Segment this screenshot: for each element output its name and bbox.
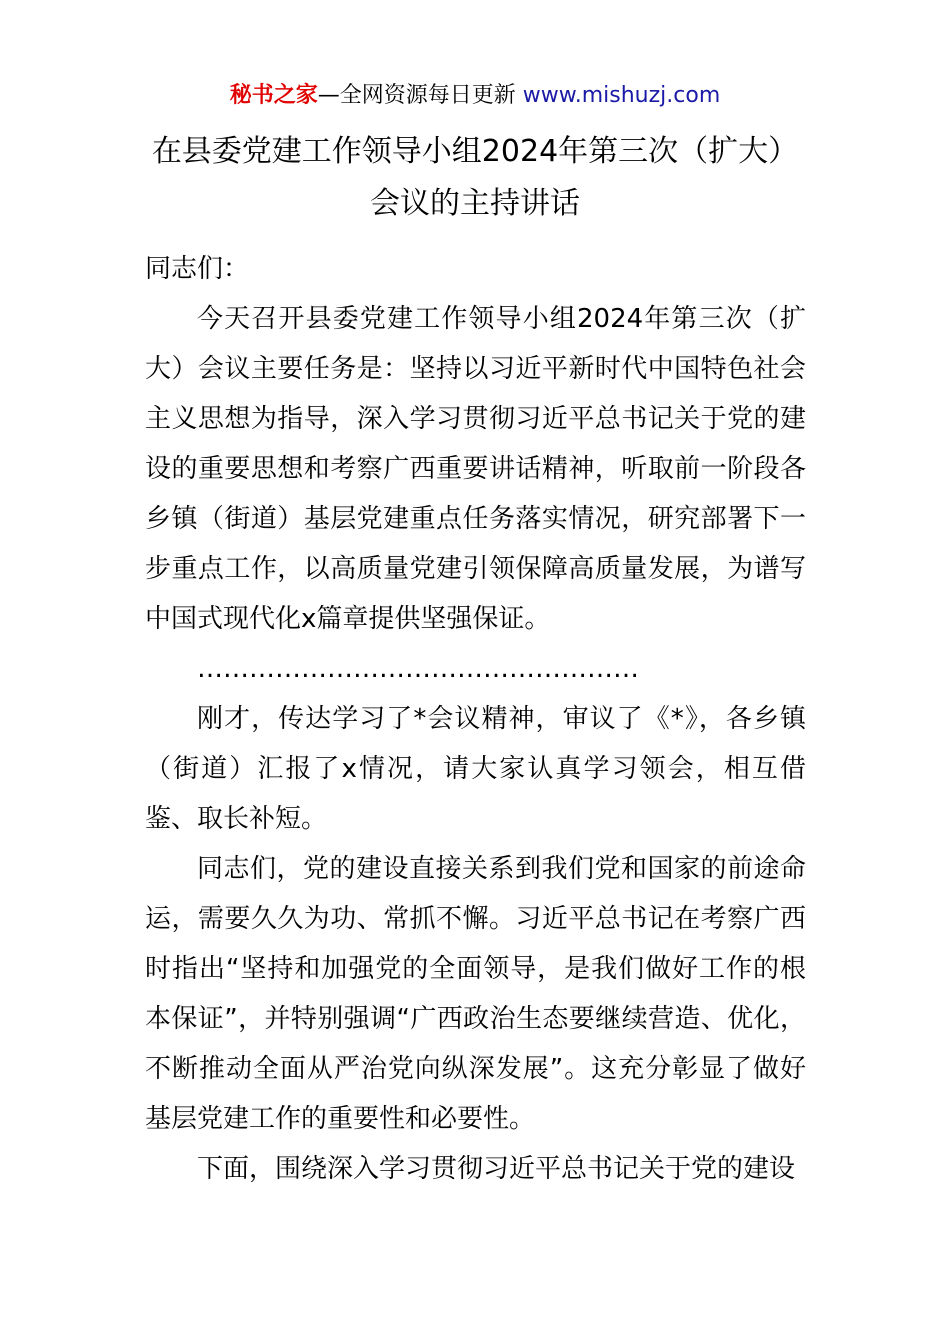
brand-name: 秘书之家 bbox=[229, 83, 318, 108]
paragraph-intro: 今天召开县委党建工作领导小组2024年第三次（扩大）会议主要任务是：坚持以习近平新时代中国特色社会主义思想为指导，深入学习贯彻习近平总书记关于党的建设的重要思想和考察广西重要讲话精神，听取前一阶段各乡镇（街道）基层党建重点任务落实情况，研究部署下一步重点工作，以高质量党建引领保障高质量发展，为谱写中国式现代化x篇章提供坚强保证。 bbox=[145, 304, 806, 634]
document-title: 在县委党建工作领导小组2024年第三次（扩大）会议的主持讲话 bbox=[151, 134, 799, 221]
paragraph-importance: 同志们，党的建设直接关系到我们党和国家的前途命运，需要久久为功、常抓不懈。习近平总书记在考察广西时指出“坚持和加强党的全面领导，是我们做好工作的根本保证”，并特别强调“广西政治生态要继续营造、优化，不断推动全面从严治党向纵深发展”。这充分彰显了做好基层党建工作的重要性和必要性。 bbox=[145, 854, 806, 1134]
site-header bbox=[0, 80, 950, 112]
header-tagline: —全网资源每日更新 bbox=[317, 83, 516, 108]
paragraph-review: 刚才，传达学习了*会议精神，审议了《*》，各乡镇（街道）汇报了x情况，请大家认真学习领会，相互借鉴、取长补短。 bbox=[145, 704, 806, 834]
paragraph-next: 下面，围绕深入学习贯彻习近平总书记关于党的建设 bbox=[197, 1154, 796, 1184]
salutation: 同志们： bbox=[145, 254, 250, 284]
site-url-link[interactable]: www.mishuzj.com bbox=[522, 83, 721, 108]
paragraph-ellipsis: …………………………………………… bbox=[197, 654, 639, 684]
document-body bbox=[145, 244, 806, 1194]
